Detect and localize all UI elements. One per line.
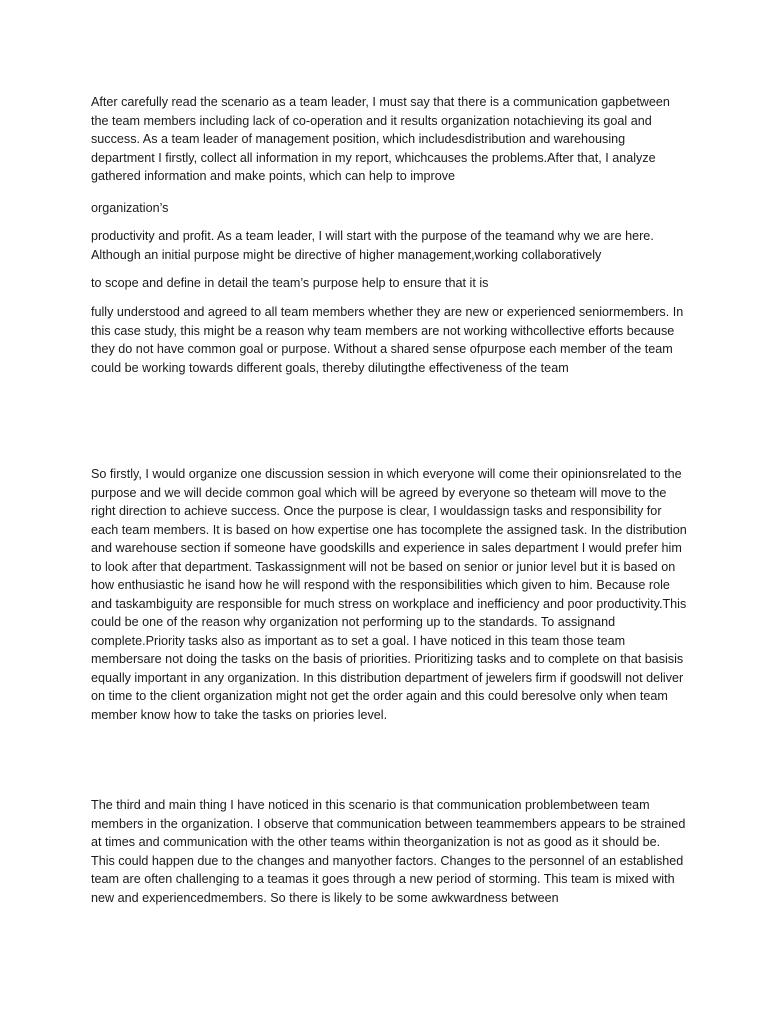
- paragraph-6: So firstly, I would organize one discussion session in which everyone will come their opinionsrelated to the purpose and we will decide common goal which will be agreed by everyone so theteam will move to the right direction to achieve success. Once the purpose is clear, I wouldassign tasks and responsibility for each team members. It is based on how expertise one has tocomplete the assigned task. In the distribution and warehouse section if someone have goodskills and experience in sales department I would prefer him to look after that department. Taskassignment will not be based on senior or junior level but it is based on how enthusiastic he isand how he will respond with the responsibilities which given to him. Because role and taskambiguity are responsible for much stress on workplace and inefficiency and poor productivity.This could be one of the reason why organization not performing up to the standards. To assignand complete.Priority tasks also as important as to set a goal. I have noticed in this team those team membersare not doing the tasks on the basis of priorities. Prioritizing tasks and to complete on that basisis equally important in any organization. In this distribution department of jewelers firm if goodswill not deliver on time to the client organization might not get the order again and this could beresolve only when team member know how to take the tasks on priories level.: [91, 467, 687, 722]
- paragraph-3: productivity and profit. As a team leader, I will start with the purpose of the teamand why we are here. Although an initial purpose might be directive of higher management,working collaboratively: [91, 229, 654, 262]
- paragraph-1: After carefully read the scenario as a team leader, I must say that there is a communication gapbetween the team members including lack of co-operation and it results organization notachieving its goal and success. As a team leader of management position, which includesdistribution and warehousing department I firstly, collect all information in my report, whichcauses the problems.After that, I analyze gathered information and make points, which can help to improve: [91, 95, 670, 183]
- paragraph-7: The third and main thing I have noticed in this scenario is that communication problembetween team members in the organization. I observe that communication between teammembers appears to be strained at times and communication with the other teams within theorganization is not as good as it should be. This could happen due to the changes and manyother factors. Changes to the personnel of an established team are often challenging to a teamas it goes through a new period of storming. This team is mixed with new and experiencedmembers. So there is likely to be some awkwardness between: [91, 798, 686, 905]
- paragraph-2: organization’s: [91, 201, 169, 215]
- paragraph-4: to scope and define in detail the team’s purpose help to ensure that it is: [91, 276, 489, 290]
- paragraph-5: fully understood and agreed to all team members whether they are new or experienced seniormembers. In this case study, this might be a reason why team members are not working withcollective efforts because they do not have common goal or purpose. Without a shared sense ofpurpose each member of the team could be working towards different goals, thereby dilutingthe effectiveness of the team: [91, 305, 684, 375]
